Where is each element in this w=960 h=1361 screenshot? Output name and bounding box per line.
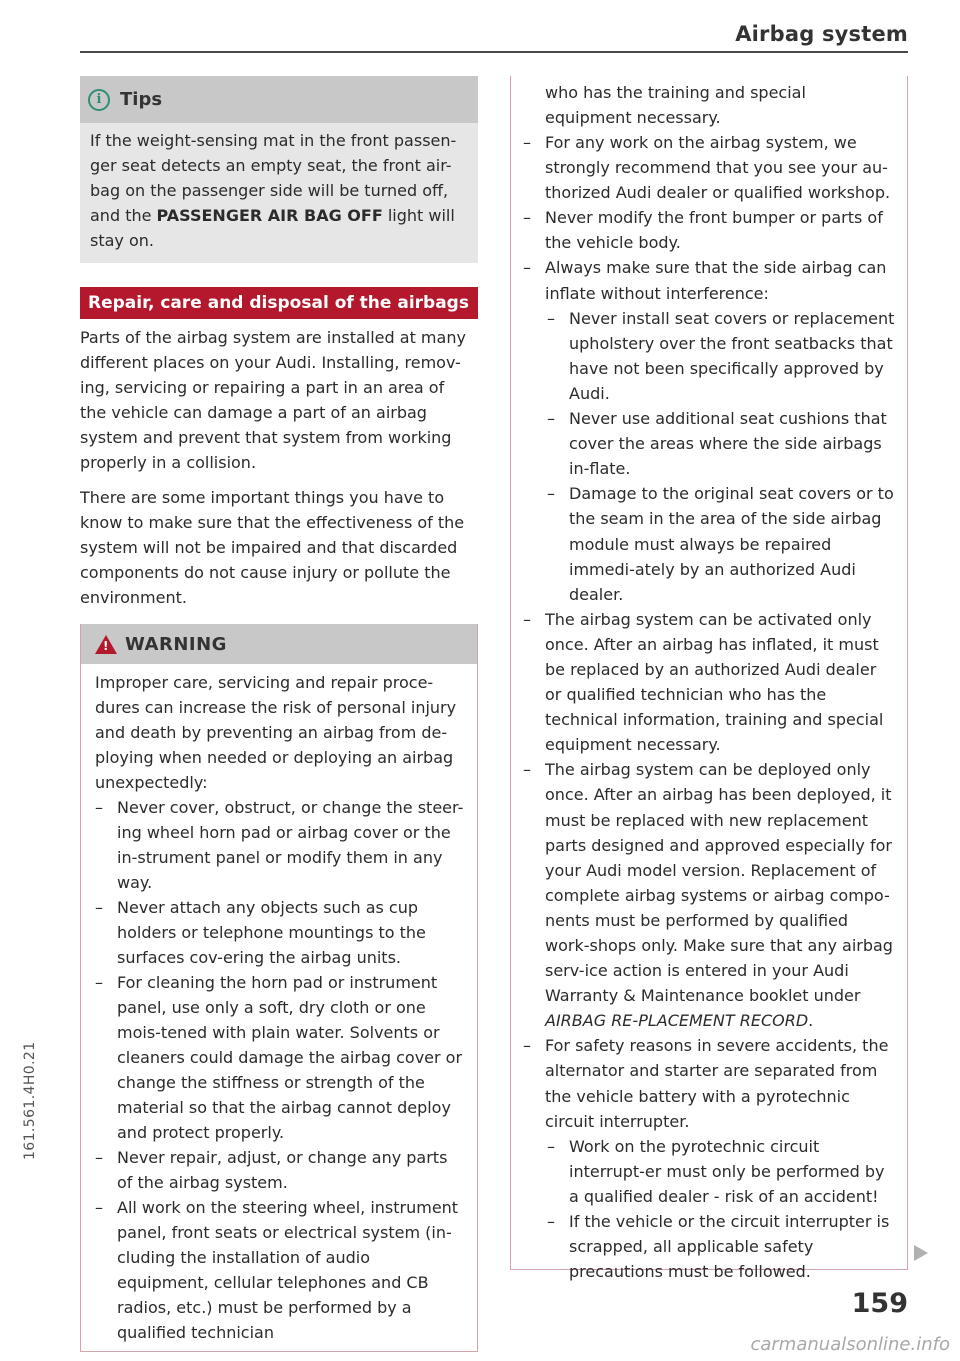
list-item-text-end: . xyxy=(808,1011,814,1031)
list-item xyxy=(523,1033,895,1133)
tips-bold-label: PASSENGER AIR BAG OFF xyxy=(156,206,383,225)
right-column xyxy=(510,76,908,1282)
warning-intro: Improper care, servicing and repair proce-dures can increase the risk of personal injury and death by preventing an airbag from de-ploying when needed or deploying an airbag unexpectedly: xyxy=(95,673,457,792)
list-item-text: The airbag system can be deployed only once. After an airbag has been deployed, it must be replaced with new replacement parts designed and approved especially for your Audi model version. Replacement of complete airbag systems or airbag compo-nents must be performed by qualified work-shops only. Make sure that any airbag serv-ice action is entered in your Audi Warranty & Maintenance booklet under xyxy=(545,760,893,1006)
section-paragraph: Parts of the airbag system are installed at many different places on your Audi. Installing, remov-ing, servicing or repairing a part in an area of the vehicle can damage a part of an airbag system and prevent that system from working properly in a collision. xyxy=(80,328,466,472)
list-item-text: For any work on the airbag system, we strongly recommend that you see your au-thorized Audi dealer or qualified workshop. xyxy=(545,133,891,203)
info-icon: i xyxy=(88,89,110,111)
warning-continuation-box xyxy=(510,76,908,1282)
list-item xyxy=(523,481,895,606)
tips-box xyxy=(80,76,478,263)
list-item-text: For safety reasons in severe accidents, the alternator and starter are separated from the vehicle battery with a pyrotechnic circuit interrupter. xyxy=(545,1036,889,1131)
warning-triangle-icon xyxy=(95,635,117,654)
list-item-text: Always make sure that the side airbag can inflate without interference: xyxy=(545,258,887,303)
warning-header xyxy=(81,624,477,664)
list-item: – For cleaning the horn pad or instrument panel, use only a soft, dry cloth or one mois-tened with plain water. Solvents or cleaners could damage the airbag cover or change the stiffness or strength of the material so that the airbag cannot deploy and protect properly. xyxy=(95,970,465,1145)
list-item xyxy=(523,255,895,305)
list-item xyxy=(523,406,895,481)
list-item xyxy=(523,130,895,205)
continuation-list xyxy=(523,130,895,1284)
section-heading: Repair, care and disposal of the airbags xyxy=(80,287,478,319)
list-item-text: If the vehicle or the circuit interrupter is scrapped, all applicable safety precautions must be followed. xyxy=(569,1212,890,1282)
warning-box xyxy=(80,624,478,1352)
list-item: – Never cover, obstruct, or change the steer-ing wheel horn pad or airbag cover or the in-strument panel or modify them in any way. xyxy=(95,795,465,895)
warning-body xyxy=(81,664,477,1351)
next-page-arrow-icon xyxy=(914,1245,928,1261)
tips-title: Tips xyxy=(120,89,163,110)
list-item xyxy=(523,306,895,406)
section-paragraph: There are some important things you have to know to make sure that the effectiveness of the system will not be impaired and that discarded components do not cause injury or pollute the environment. xyxy=(80,488,465,607)
list-item xyxy=(523,1134,895,1209)
side-document-code: 161.561.4H0.21 xyxy=(22,1041,38,1160)
tips-text xyxy=(90,128,466,253)
list-item: – Never attach any objects such as cup holders or telephone mountings to the surfaces cov-ering the airbag units. xyxy=(95,895,465,970)
list-item-text: Never use additional seat cushions that cover the areas where the side airbags in-flate. xyxy=(569,409,887,479)
tips-text-part: If the weight-sensing mat in the front passen-ger seat detects an empty seat, the front air-bag on the passenger side will be turned off, and the xyxy=(90,131,457,225)
list-item xyxy=(523,757,895,1033)
tips-text-end: light will stay on. xyxy=(90,206,455,250)
list-item-text: Never modify the front bumper or parts of the vehicle body. xyxy=(545,208,883,253)
list-item: – Never repair, adjust, or change any parts of the airbag system. xyxy=(95,1145,465,1195)
list-item xyxy=(523,607,895,758)
tips-body xyxy=(80,123,478,263)
list-item-text: The airbag system can be activated only once. After an airbag has inflated, it must be replaced by an authorized Audi dealer or qualified technician who has the technical information, training and special equipment necessary. xyxy=(545,609,884,755)
watermark: carmanualsonline.info xyxy=(750,1334,950,1355)
left-column xyxy=(80,76,478,1352)
warning-title: WARNING xyxy=(125,633,227,655)
list-item-italic: AIRBAG RE-PLACEMENT RECORD xyxy=(545,1011,809,1031)
page-number: 159 xyxy=(851,1288,908,1319)
list-item xyxy=(523,1209,895,1284)
list-item-text: Never install seat covers or replacement upholstery over the front seatbacks that have not been specifically approved by Audi. xyxy=(569,308,895,403)
page-header-title: Airbag system xyxy=(735,22,908,46)
list-item xyxy=(523,205,895,255)
continuation-text: who has the training and special equipment necessary. xyxy=(545,83,806,127)
warning-list xyxy=(95,795,465,1345)
tips-header xyxy=(80,76,478,123)
list-item-text: Work on the pyrotechnic circuit interrupt-er must only be performed by a qualified dealer - risk of an accident! xyxy=(569,1136,885,1206)
list-item-text: Damage to the original seat covers or to the seam in the area of the side airbag module must always be repaired immedi-ately by an authorized Audi dealer. xyxy=(569,484,894,604)
header-rule xyxy=(80,51,908,53)
list-item: – All work on the steering wheel, instrument panel, front seats or electrical system (in-cluding the installation of audio equipment, cellular telephones and CB radios, etc.) must be performed by a qualified technician xyxy=(95,1195,465,1345)
section-body xyxy=(80,319,478,610)
